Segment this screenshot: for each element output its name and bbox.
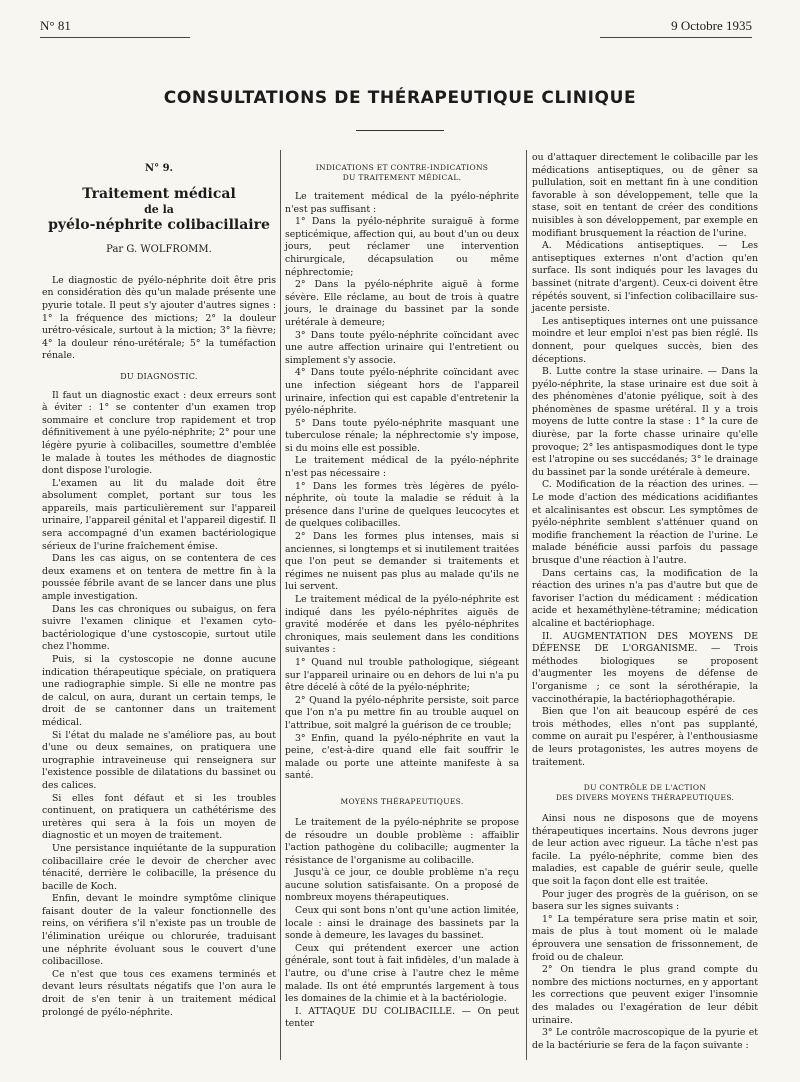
paragraph: Les antiseptiques internes ont une puissance moindre et leur emploi n'est pas bien réglé. Ils donnent, pour quelques succès, bien des déceptions. bbox=[532, 315, 758, 365]
paragraph: Pour juger des progrès de la guérison, on se basera sur les signes suivants : bbox=[532, 888, 758, 913]
paragraph: Dans certains cas, la modification de la réaction des urines n'a pas d'autre but que de favoriser l'action du médicament : médication acide et hexaméthylène-tétramine; médication alcaline et bactériophage. bbox=[532, 567, 758, 629]
page-title: CONSULTATIONS DE THÉRAPEUTIQUE CLINIQUE bbox=[163, 88, 637, 108]
paragraph: Jusqu'à ce jour, ce double problème n'a reçu aucune solution satisfaisante. On a proposé de nombreux moyens thérapeutiques. bbox=[285, 867, 519, 904]
paragraph: Si elles font défaut et si les troubles continuent, on pratiquera un cathétérisme des uretères qui sera à la fois un moyen de diagnostic et un moyen de traitement. bbox=[42, 792, 276, 842]
section-heading: MOYENS THÉRAPEUTIQUES. bbox=[340, 796, 464, 806]
paragraph: 3° Enfin, quand la pyélo-néphrite en vaut la peine, c'est-à-dire quand elle fait souffrir le malade ou porte une atteinte manifeste à sa santé. bbox=[285, 732, 519, 782]
paragraph: Dans les cas chroniques ou subaigus, on fera suivre l'examen clinique et l'examen cyto-bactériologique d'une cystoscopie, surtout utile chez l'homme. bbox=[42, 603, 276, 653]
paragraph: 1° Quand nul trouble pathologique, siégeant sur l'appareil urinaire ou en dehors de lui n'a pu être décelé à côté de la pyélo-néphrite; bbox=[285, 656, 519, 694]
section-heading-line: DU TRAITEMENT MÉDICAL. bbox=[342, 173, 462, 182]
article-title-subject: pyélo-néphrite colibacillaire bbox=[48, 217, 270, 234]
section-heading bbox=[285, 163, 519, 183]
paragraph: Puis, si la cystoscopie ne donne aucune indication thérapeutique spéciale, on pratiquera une radiographie simple. Si elle ne montre pas de calcul, on aura, durant un certain temps, le droit de se cantonner dans un traitement médical. bbox=[42, 654, 276, 728]
paragraph: Enfin, devant le moindre symptôme clinique faisant douter de la valeur fonctionnelle des reins, on vérifiera s'il n'existe pas un trouble de l'élimination uréique ou chlorurée, traduisant une néphrite évoluant sous le couvert d'une colibacillose. bbox=[42, 893, 276, 968]
paragraph: 2° Dans les formes plus intenses, mais si anciennes, si longtemps et si inutilement traitées que l'on peut se demander si traitements et régimes ne nuisent pas plus au malade qu'ils ne lui servent. bbox=[285, 531, 519, 593]
column-divider bbox=[526, 150, 527, 1060]
section-heading bbox=[532, 783, 758, 803]
article-number: N° 9. bbox=[144, 163, 174, 174]
paragraph: 1° Dans les formes très légères de pyélo-néphrite, où toute la maladie se réduit à la présence dans l'urine de quelques leucocytes et de quelques colibacilles. bbox=[285, 480, 519, 530]
section-heading-line: DES DIVERS MOYENS THÉRAPEUTIQUES. bbox=[555, 793, 735, 803]
paragraph: Ceux qui prétendent exercer une action générale, sont tout à fait infidèles, d'un malade à l'autre, ou d'une crise à l'autre chez le même malade. Ils ont été empruntés largement à tous les domaines de la chimie et à la bactériologie. bbox=[285, 942, 519, 1005]
article-title: Traitement médical bbox=[82, 185, 236, 202]
paragraph: Le traitement médical de la pyélo-néphrite n'est pas nécessaire : bbox=[285, 455, 519, 480]
paragraph: Le traitement de la pyélo-néphrite se propose de résoudre un double problème : affaiblir l'action pathogène du colibacille; augmenter la résistance de l'organisme au colibacille. bbox=[285, 816, 519, 866]
paragraph: 1° Dans la pyélo-néphrite suraiguë à forme septicémique, affection qui, au bout d'un ou deux jours, peut réclamer une intervention chirurgicale, décapsulation ou même néphrectomie; bbox=[285, 216, 519, 278]
title-rule bbox=[356, 130, 444, 131]
section-heading-line: INDICATIONS ET CONTRE-INDICATIONS bbox=[315, 163, 489, 172]
header-rule-left bbox=[40, 37, 190, 38]
paragraph: Le traitement médical de la pyélo-néphrite n'est pas suffisant : bbox=[285, 191, 519, 215]
column-3 bbox=[532, 152, 758, 1052]
paragraph: Ce n'est que tous ces examens terminés et devant leurs résultats négatifs que l'on aura le droit de s'en tenir à un traitement médical prolongé de pyélo-néphrite. bbox=[42, 968, 276, 1018]
paragraph: 5° Dans toute pyélo-néphrite masquant une tuberculose rénale; la néphrectomie s'y impose, si du moins elle est possible. bbox=[285, 417, 519, 454]
paragraph: C. Modification de la réaction des urines. — Le mode d'action des médications acidifiantes et alcalinisantes est obscur. Les symptômes de pyélo-néphrite semblent s'atténuer quand on modifie franchement la réaction de l'urine. Le malade bénéficie aussi parfois du passage brusque d'une réaction à l'autre. bbox=[532, 479, 758, 566]
paragraph: Il faut un diagnostic exact : deux erreurs sont à éviter : 1° se contenter d'un examen trop sommaire et conclure trop rapidement et trop définitivement à une pyélo-néphrite; 2° pour une légère pyurie à colibacilles, soumettre d'emblée le malade à toutes les méthodes de diagnostic dont dispose l'urologie. bbox=[42, 389, 276, 477]
article-author: Par G. WOLFROMM. bbox=[106, 244, 212, 256]
issue-number: N° 81 bbox=[40, 18, 71, 33]
paragraph: 2° Dans la pyélo-néphrite aiguë à forme sévère. Elle réclame, au bout de trois à quatre jours, le drainage du bassinet par la sonde urétérale à demeure; bbox=[285, 279, 519, 328]
paragraph: 3° Dans toute pyélo-néphrite coïncidant avec une autre affection urinaire qui l'entretient ou simplement s'y associe. bbox=[285, 329, 519, 366]
paragraph: B. Lutte contre la stase urinaire. — Dans la pyélo-néphrite, la stase urinaire est due soit à des phénomènes d'atonie pyélique, soit à des phénomènes de spasme urétéral. Il y a trois moyens de lutte contre la stase : 1° la cure de diurèse, par la forte chasse urinaire qu'elle provoque; 2° les antispasmodiques dont le type est l'atropine ou ses succédanés; 3° le drainage du bassinet par la sonde urétérale à demeure. bbox=[532, 366, 758, 478]
paragraph: Si l'état du malade ne s'améliore pas, au bout d'une ou deux semaines, on pratiquera une urographie intraveineuse qui renseignera sur l'existence possible de dilatations du bassinet ou des calices. bbox=[42, 729, 276, 791]
column-divider bbox=[280, 150, 281, 1060]
paragraph: 1° La température sera prise matin et soir, mais de plus à tout moment où le malade éprouvera une sensation de frissonnement, de froid ou de chaleur. bbox=[532, 913, 758, 963]
paragraph: Dans les cas aigus, on se contentera de ces deux examens et on tentera de mettre fin à la poussée fébrile avant de se lancer dans une plus ample investigation. bbox=[42, 553, 276, 603]
paragraph: Le traitement médical de la pyélo-néphrite est indiqué dans les pyélo-néphrites aiguës de gravité modérée et dans les pyélo-néphrites chroniques, mais seulement dans les conditions suivantes : bbox=[285, 594, 519, 656]
article-title-connector: de la bbox=[144, 202, 174, 216]
paragraph: Le diagnostic de pyélo-néphrite doit être pris en considération dès qu'un malade présente une pyurie totale. Il peut s'y ajouter d'autres signes : 1° la fréquence des mictions; 2° la douleur urétro-vésicale, surtout à la miction; 3° la fièvre; 4° la douleur réno-urétérale; 5° la tuméfaction rénale. bbox=[42, 274, 276, 362]
issue-date: 9 Octobre 1935 bbox=[671, 18, 752, 33]
paragraph: II. AUGMENTATION DES MOYENS DE DÉFENSE DE L'ORGANISME. — Trois méthodes biologiques se proposent d'augmenter les moyens de défense de l'organisme ; ce sont la sérothérapie, la vaccinothérapie, la bactériophagothérapie. bbox=[532, 630, 758, 705]
header-rule-right bbox=[600, 37, 752, 38]
paragraph: I. ATTAQUE DU COLIBACILLE. — On peut tenter bbox=[285, 1005, 519, 1030]
paragraph: L'examen au lit du malade doit être absolument complet, portant sur tous les appareils, mais particulièrement sur l'appareil urinaire, l'appareil génital et l'appareil digestif. Il sera accompagné d'un examen bactériologique sérieux de l'urine fraîchement émise. bbox=[42, 477, 276, 552]
paragraph: 2° Quand la pyélo-néphrite persiste, soit parce que l'on n'a pu mettre fin au trouble auquel on l'attribue, soit malgré la guérison de ce trouble; bbox=[285, 694, 519, 731]
paragraph: Bien que l'on ait beaucoup espéré de ces trois méthodes, elles n'ont pas supplanté, comme on aurait pu l'espérer, à l'enthousiasme de leurs protagonistes, les autres moyens de traitement. bbox=[532, 706, 758, 768]
column-2 bbox=[285, 163, 519, 1031]
paragraph: Ainsi nous ne disposons que de moyens thérapeutiques incertains. Nous devrons juger de leur action avec rigueur. La tâche n'est pas facile. La pyélo-néphrite, comme bien des maladies, est capable de guérir seule, quelle que soit la façon dont elle est traitée. bbox=[532, 813, 758, 888]
paragraph: 2° On tiendra le plus grand compte du nombre des mictions nocturnes, en y apportant les corrections que peuvent exiger l'insomnie des malades ou l'exagération de leur débit urinaire. bbox=[532, 964, 758, 1026]
paragraph: Une persistance inquiétante de la suppuration colibacillaire crée le devoir de chercher avec ténacité, derrière le colibacille, la présence du bacille de Koch. bbox=[42, 842, 276, 892]
section-heading-line: DU CONTRÔLE DE L'ACTION bbox=[583, 783, 707, 793]
paragraph: 4° Dans toute pyélo-néphrite coïncidant avec une infection siégeant hors de l'appareil urinaire, infection qui est capable d'entretenir la pyélo-néphrite. bbox=[285, 367, 519, 417]
paragraph: Ceux qui sont bons n'ont qu'une action limitée, locale : ainsi le drainage des bassinets par la sonde à demeure, les lavages du bassinet. bbox=[285, 905, 519, 942]
column-1 bbox=[42, 155, 276, 1019]
section-heading: DU DIAGNOSTIC. bbox=[120, 371, 198, 381]
paragraph: A. Médications antiseptiques. — Les antiseptiques externes n'ont d'action qu'en surface. Ils sont indiqués pour les lavages du bassinet (nitrate d'argent). Ceux-ci doivent être répétés souvent, si l'infection colibacillaire sus-jacente persiste. bbox=[532, 240, 758, 315]
paragraph: 3° Le contrôle macroscopique de la pyurie et de la bactériurie se fera de la façon suivante : bbox=[532, 1027, 758, 1051]
paragraph: ou d'attaquer directement le colibacille par les médications antiseptiques, ou de gêner sa pullulation, soit en mettant fin à une condition favorable à son développement, telle que la stase, soit en tentant de créer des conditions nuisibles à son développement, par exemple en modifiant brusquement la réaction de l'urine. bbox=[532, 152, 758, 239]
